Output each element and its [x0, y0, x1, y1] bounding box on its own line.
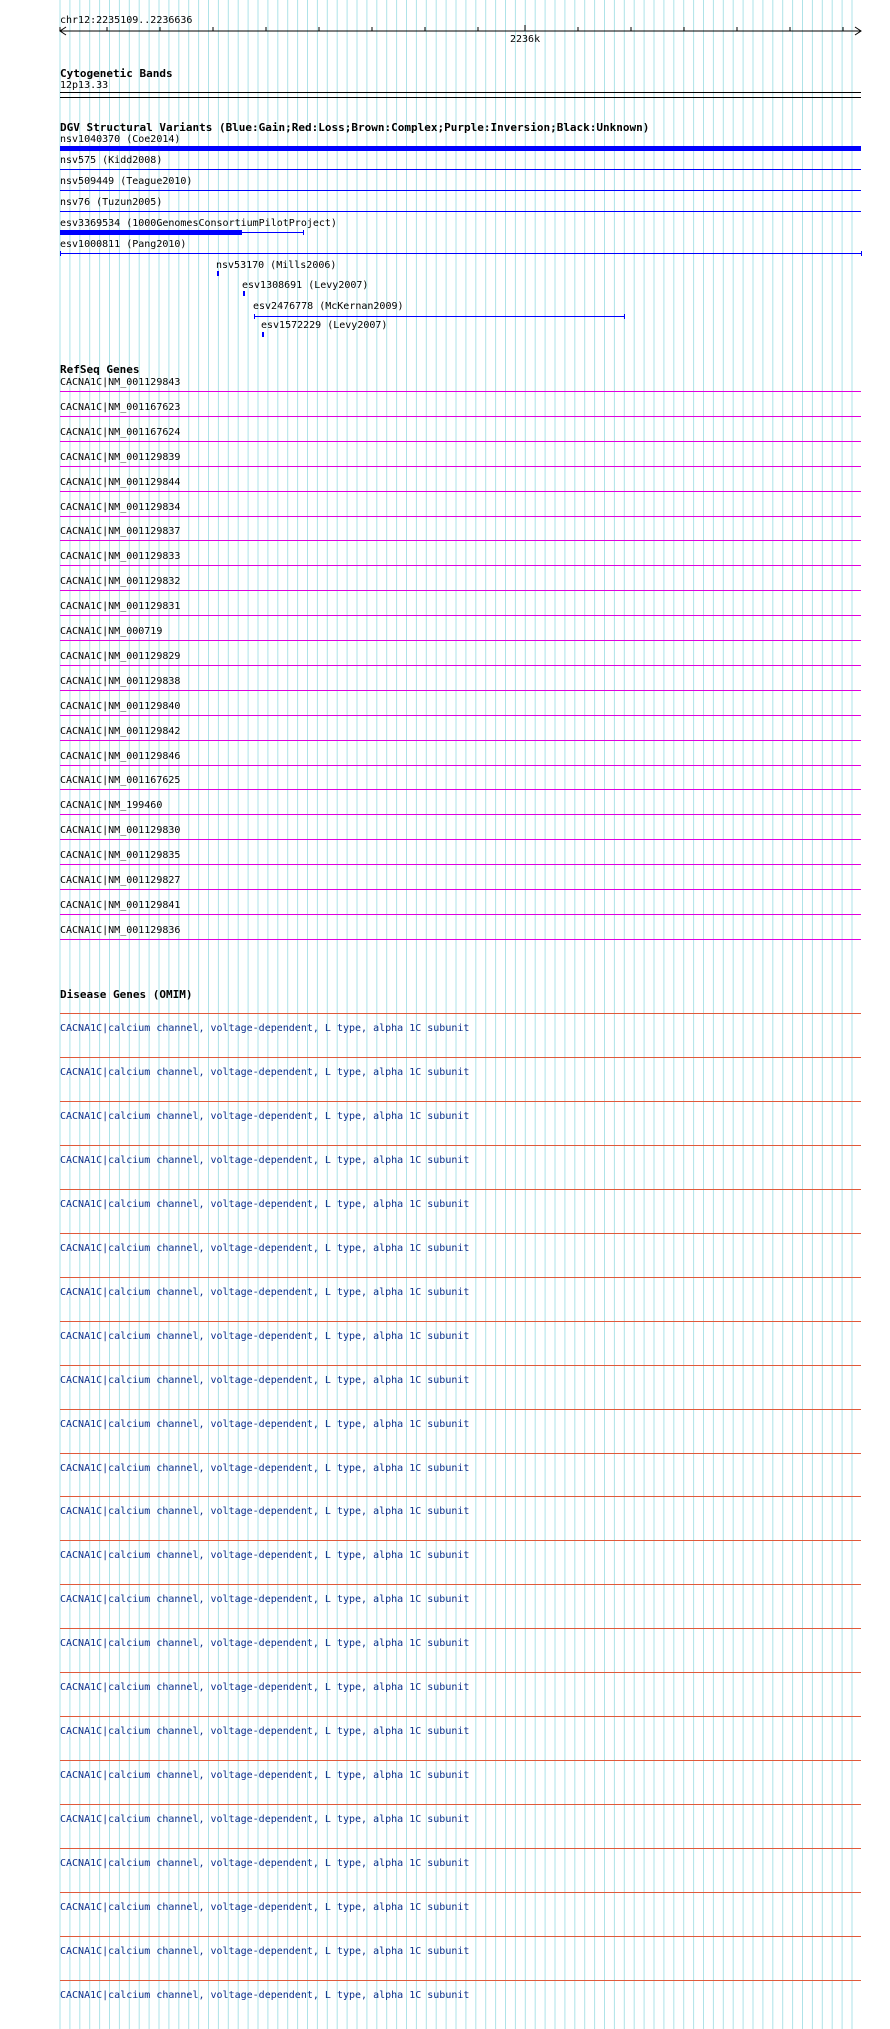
- refseq-gene-line[interactable]: [60, 789, 861, 790]
- omim-gene-label[interactable]: CACNA1C|calcium channel, voltage-dependent, L type, alpha 1C subunit: [60, 1946, 470, 1957]
- refseq-gene-label[interactable]: CACNA1C|NM_001129844: [60, 477, 181, 488]
- refseq-gene-line[interactable]: [60, 565, 861, 566]
- omim-gene-line[interactable]: [60, 1365, 861, 1366]
- omim-gene-line[interactable]: [60, 1540, 861, 1541]
- omim-gene-label[interactable]: CACNA1C|calcium channel, voltage-dependent, L type, alpha 1C subunit: [60, 1243, 470, 1254]
- dgv-variant-bar[interactable]: [60, 146, 861, 151]
- refseq-gene-label[interactable]: CACNA1C|NM_001129827: [60, 875, 181, 886]
- omim-gene-label[interactable]: CACNA1C|calcium channel, voltage-dependent, L type, alpha 1C subunit: [60, 1331, 470, 1342]
- dgv-variant-end-tick: [254, 314, 255, 319]
- refseq-gene-line[interactable]: [60, 765, 861, 766]
- refseq-gene-label[interactable]: CACNA1C|NM_001129831: [60, 601, 181, 612]
- refseq-gene-label[interactable]: CACNA1C|NM_001129829: [60, 651, 181, 662]
- refseq-gene-label[interactable]: CACNA1C|NM_001167624: [60, 427, 181, 438]
- refseq-gene-label[interactable]: CACNA1C|NM_001129840: [60, 701, 181, 712]
- omim-gene-label[interactable]: CACNA1C|calcium channel, voltage-dependent, L type, alpha 1C subunit: [60, 1419, 470, 1430]
- omim-gene-label[interactable]: CACNA1C|calcium channel, voltage-dependent, L type, alpha 1C subunit: [60, 1770, 470, 1781]
- omim-gene-line[interactable]: [60, 1277, 861, 1278]
- omim-gene-line[interactable]: [60, 1804, 861, 1805]
- omim-gene-line[interactable]: [60, 1496, 861, 1497]
- dgv-variant-label[interactable]: nsv1040370 (Coe2014): [60, 134, 181, 145]
- omim-gene-line[interactable]: [60, 1628, 861, 1629]
- refseq-gene-label[interactable]: CACNA1C|NM_001167625: [60, 775, 181, 786]
- dgv-variant-bar[interactable]: [60, 253, 861, 254]
- ruler: [0, 0, 890, 50]
- refseq-gene-label[interactable]: CACNA1C|NM_001167623: [60, 402, 181, 413]
- refseq-gene-label[interactable]: CACNA1C|NM_001129834: [60, 502, 181, 513]
- omim-gene-line[interactable]: [60, 1453, 861, 1454]
- dgv-variant-label[interactable]: esv1308691 (Levy2007): [242, 280, 369, 291]
- omim-gene-line[interactable]: [60, 1892, 861, 1893]
- refseq-gene-line[interactable]: [60, 665, 861, 666]
- refseq-gene-line[interactable]: [60, 839, 861, 840]
- dgv-variant-bar[interactable]: [60, 211, 861, 212]
- refseq-gene-line[interactable]: [60, 441, 861, 442]
- cytoband-label: 12p13.33: [60, 80, 109, 91]
- dgv-variant-thick-part[interactable]: [60, 230, 242, 235]
- omim-gene-label[interactable]: CACNA1C|calcium channel, voltage-dependent, L type, alpha 1C subunit: [60, 1726, 470, 1737]
- omim-gene-line[interactable]: [60, 1013, 861, 1014]
- omim-track-title: Disease Genes (OMIM): [60, 988, 193, 1001]
- omim-gene-line[interactable]: [60, 1760, 861, 1761]
- omim-gene-label[interactable]: CACNA1C|calcium channel, voltage-dependent, L type, alpha 1C subunit: [60, 1594, 470, 1605]
- omim-gene-line[interactable]: [60, 1145, 861, 1146]
- omim-gene-label[interactable]: CACNA1C|calcium channel, voltage-dependent, L type, alpha 1C subunit: [60, 1199, 470, 1210]
- omim-gene-label[interactable]: CACNA1C|calcium channel, voltage-dependent, L type, alpha 1C subunit: [60, 1155, 470, 1166]
- refseq-gene-line[interactable]: [60, 814, 861, 815]
- refseq-gene-label[interactable]: CACNA1C|NM_199460: [60, 800, 163, 811]
- dgv-variant-end-tick: [303, 230, 304, 235]
- refseq-gene-label[interactable]: CACNA1C|NM_001129846: [60, 751, 181, 762]
- refseq-track-title: RefSeq Genes: [60, 363, 140, 376]
- omim-gene-line[interactable]: [60, 1057, 861, 1058]
- dgv-variant-bar[interactable]: [243, 291, 245, 296]
- refseq-gene-label[interactable]: CACNA1C|NM_001129835: [60, 850, 181, 861]
- omim-gene-line[interactable]: [60, 1980, 861, 1981]
- refseq-gene-line[interactable]: [60, 416, 861, 417]
- refseq-gene-label[interactable]: CACNA1C|NM_001129838: [60, 676, 181, 687]
- dgv-variant-label[interactable]: esv3369534 (1000GenomesConsortiumPilotProject): [60, 218, 337, 229]
- refseq-gene-line[interactable]: [60, 889, 861, 890]
- omim-gene-line[interactable]: [60, 1233, 861, 1234]
- refseq-gene-label[interactable]: CACNA1C|NM_001129843: [60, 377, 181, 388]
- omim-gene-label[interactable]: CACNA1C|calcium channel, voltage-dependent, L type, alpha 1C subunit: [60, 1506, 470, 1517]
- refseq-gene-line[interactable]: [60, 615, 861, 616]
- dgv-variant-label[interactable]: nsv575 (Kidd2008): [60, 155, 163, 166]
- dgv-variant-end-tick: [60, 230, 61, 235]
- omim-gene-label[interactable]: CACNA1C|calcium channel, voltage-dependent, L type, alpha 1C subunit: [60, 1814, 470, 1825]
- refseq-gene-label[interactable]: CACNA1C|NM_001129830: [60, 825, 181, 836]
- refseq-gene-line[interactable]: [60, 590, 861, 591]
- omim-gene-line[interactable]: [60, 1584, 861, 1585]
- refseq-gene-line[interactable]: [60, 640, 861, 641]
- omim-gene-label[interactable]: CACNA1C|calcium channel, voltage-dependent, L type, alpha 1C subunit: [60, 1463, 470, 1474]
- omim-gene-label[interactable]: CACNA1C|calcium channel, voltage-dependent, L type, alpha 1C subunit: [60, 1990, 470, 2001]
- refseq-gene-label[interactable]: CACNA1C|NM_000719: [60, 626, 163, 637]
- omim-gene-label[interactable]: CACNA1C|calcium channel, voltage-dependent, L type, alpha 1C subunit: [60, 1287, 470, 1298]
- omim-gene-line[interactable]: [60, 1716, 861, 1717]
- refseq-gene-line[interactable]: [60, 491, 861, 492]
- refseq-gene-line[interactable]: [60, 391, 861, 392]
- refseq-gene-line[interactable]: [60, 715, 861, 716]
- refseq-gene-label[interactable]: CACNA1C|NM_001129839: [60, 452, 181, 463]
- omim-gene-label[interactable]: CACNA1C|calcium channel, voltage-dependent, L type, alpha 1C subunit: [60, 1023, 470, 1034]
- dgv-variant-bar[interactable]: [217, 271, 219, 276]
- dgv-variant-label[interactable]: nsv509449 (Teague2010): [60, 176, 193, 187]
- refseq-gene-line[interactable]: [60, 740, 861, 741]
- omim-gene-label[interactable]: CACNA1C|calcium channel, voltage-dependent, L type, alpha 1C subunit: [60, 1902, 470, 1913]
- omim-gene-label[interactable]: CACNA1C|calcium channel, voltage-dependent, L type, alpha 1C subunit: [60, 1550, 470, 1561]
- refseq-gene-line[interactable]: [60, 939, 861, 940]
- omim-gene-label[interactable]: CACNA1C|calcium channel, voltage-dependent, L type, alpha 1C subunit: [60, 1067, 470, 1078]
- omim-gene-label[interactable]: CACNA1C|calcium channel, voltage-dependent, L type, alpha 1C subunit: [60, 1682, 470, 1693]
- omim-gene-line[interactable]: [60, 1848, 861, 1849]
- dgv-variant-bar[interactable]: [60, 169, 861, 170]
- omim-gene-line[interactable]: [60, 1189, 861, 1190]
- omim-gene-label[interactable]: CACNA1C|calcium channel, voltage-dependent, L type, alpha 1C subunit: [60, 1858, 470, 1869]
- coordinate-range: chr12:2235109..2236636: [60, 15, 193, 26]
- omim-gene-line[interactable]: [60, 1321, 861, 1322]
- refseq-gene-line[interactable]: [60, 864, 861, 865]
- omim-gene-line[interactable]: [60, 1672, 861, 1673]
- omim-gene-line[interactable]: [60, 1101, 861, 1102]
- cytoband-track-title: Cytogenetic Bands: [60, 67, 173, 80]
- dgv-variant-end-tick: [624, 314, 625, 319]
- omim-gene-label[interactable]: CACNA1C|calcium channel, voltage-dependent, L type, alpha 1C subunit: [60, 1638, 470, 1649]
- track-divider: [60, 97, 861, 98]
- dgv-variant-label[interactable]: esv1000811 (Pang2010): [60, 239, 187, 250]
- refseq-gene-line[interactable]: [60, 466, 861, 467]
- ruler-tick-label: 2236k: [510, 34, 541, 45]
- refseq-gene-label[interactable]: CACNA1C|NM_001129833: [60, 551, 181, 562]
- omim-gene-label[interactable]: CACNA1C|calcium channel, voltage-dependent, L type, alpha 1C subunit: [60, 1375, 470, 1386]
- refseq-gene-line[interactable]: [60, 540, 861, 541]
- dgv-variant-label[interactable]: esv2476778 (McKernan2009): [253, 301, 404, 312]
- dgv-variant-bar[interactable]: [262, 332, 264, 337]
- refseq-gene-line[interactable]: [60, 690, 861, 691]
- dgv-variant-label[interactable]: nsv53170 (Mills2006): [216, 260, 337, 271]
- dgv-variant-end-tick: [861, 251, 862, 256]
- refseq-gene-label[interactable]: CACNA1C|NM_001129837: [60, 526, 181, 537]
- refseq-gene-line[interactable]: [60, 914, 861, 915]
- dgv-variant-bar[interactable]: [254, 316, 624, 317]
- dgv-variant-label[interactable]: nsv76 (Tuzun2005): [60, 197, 163, 208]
- dgv-variant-label[interactable]: esv1572229 (Levy2007): [261, 320, 388, 331]
- omim-gene-line[interactable]: [60, 1936, 861, 1937]
- refseq-gene-label[interactable]: CACNA1C|NM_001129842: [60, 726, 181, 737]
- refseq-gene-label[interactable]: CACNA1C|NM_001129832: [60, 576, 181, 587]
- refseq-gene-label[interactable]: CACNA1C|NM_001129836: [60, 925, 181, 936]
- omim-gene-label[interactable]: CACNA1C|calcium channel, voltage-dependent, L type, alpha 1C subunit: [60, 1111, 470, 1122]
- cytoband-line: [60, 92, 861, 93]
- refseq-gene-label[interactable]: CACNA1C|NM_001129841: [60, 900, 181, 911]
- dgv-variant-bar[interactable]: [60, 190, 861, 191]
- dgv-track-title: DGV Structural Variants (Blue:Gain;Red:Loss;Brown:Complex;Purple:Inversion;Black:Unknown): [60, 121, 650, 134]
- omim-gene-line[interactable]: [60, 1409, 861, 1410]
- refseq-gene-line[interactable]: [60, 516, 861, 517]
- dgv-variant-end-tick: [60, 251, 61, 256]
